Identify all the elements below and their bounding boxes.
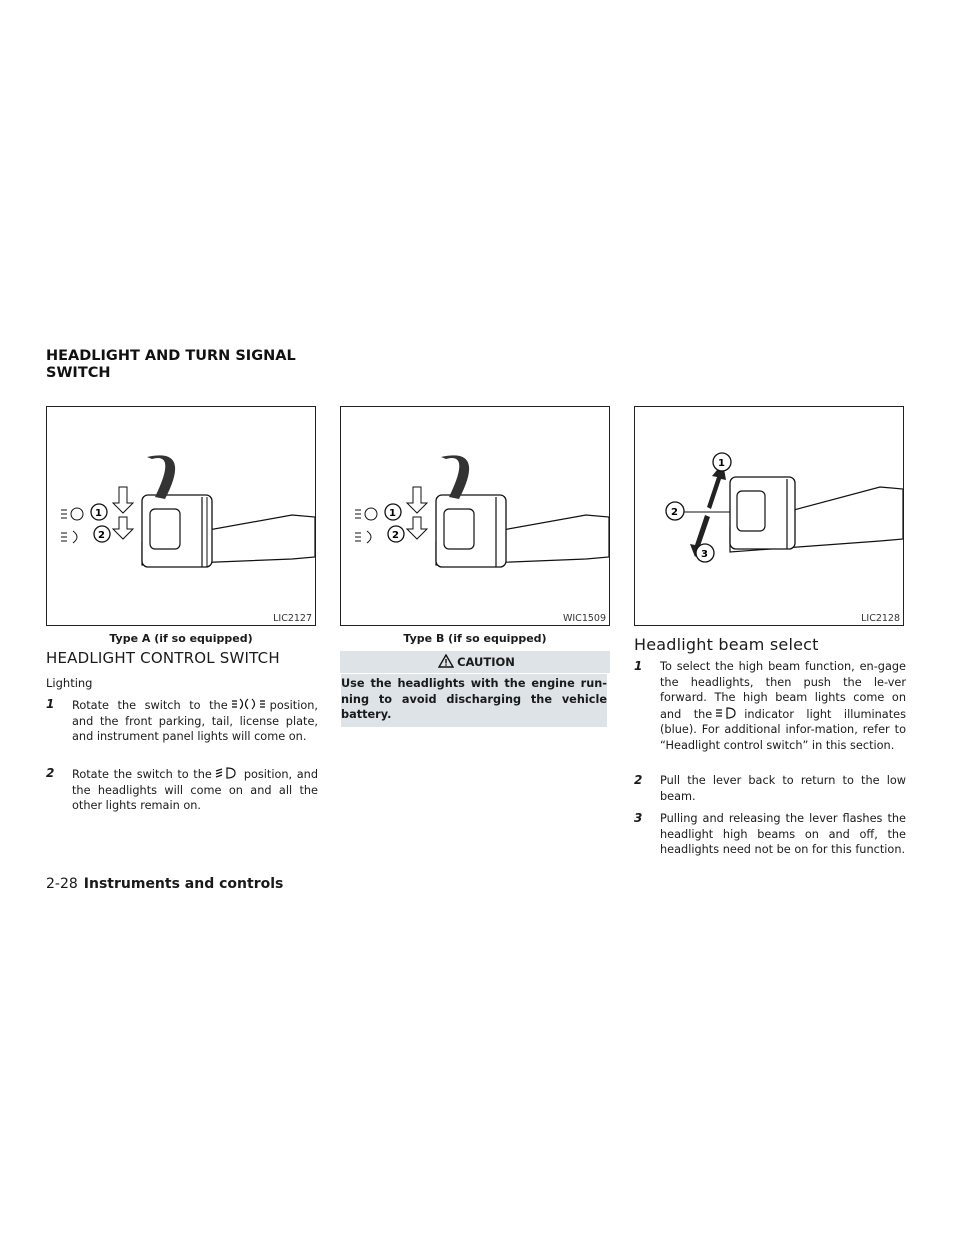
figure-code: LIC2128 xyxy=(861,613,900,624)
step-text: position, and the headlights will come on and all the other lights remain on. xyxy=(72,768,318,812)
section-title: HEADLIGHT AND TURN SIGNAL SWITCH xyxy=(46,348,296,381)
step-text: indicator light illuminates (blue). For additional infor-mation, refer to “Headlight control switch” in this section. xyxy=(660,707,906,752)
figure-type-a xyxy=(46,406,316,626)
lighting-step-1 xyxy=(46,697,318,745)
lighting-step-2 xyxy=(46,766,318,814)
callout-2: 2 xyxy=(671,507,678,518)
high-beam-icon xyxy=(715,706,741,720)
callout-1: 1 xyxy=(718,458,725,469)
step-number: 1 xyxy=(634,659,643,673)
figure-caption-a: Type A (if so equipped) xyxy=(109,632,253,645)
parking-light-icon xyxy=(231,697,267,711)
figure-type-b xyxy=(340,406,610,626)
step-text: Pulling and releasing the lever flashes the headlight high beams on and off, the headlights need not be on for this function. xyxy=(660,812,906,856)
beam-step-3 xyxy=(634,811,906,858)
beam-select-heading: Headlight beam select xyxy=(634,635,819,654)
page-number: 2-28 xyxy=(46,876,78,892)
beam-step-2 xyxy=(634,773,906,804)
callout-2: 2 xyxy=(98,530,105,541)
callout-2: 2 xyxy=(392,530,399,541)
figure-caption-b: Type B (if so equipped) xyxy=(403,632,547,645)
caution-text: Use the headlights with the engine run-ning to avoid discharging the vehicle battery. xyxy=(341,674,607,727)
step-number: 1 xyxy=(46,697,55,711)
callout-1: 1 xyxy=(95,508,102,519)
figure-code: LIC2127 xyxy=(273,613,312,624)
lever-switch-illustration-beam xyxy=(635,407,905,627)
figure-beam-select xyxy=(634,406,904,626)
figure-code: WIC1509 xyxy=(562,613,606,624)
step-number: 2 xyxy=(46,766,55,780)
lever-switch-illustration-a xyxy=(47,407,317,627)
page-footer xyxy=(46,876,283,892)
step-text: To select the high beam function, en-gage the headlights, then push the le-ver forward. The high beam lights come on and the xyxy=(660,660,906,721)
chapter-title: Instruments and controls xyxy=(83,876,284,892)
step-text: Rotate the switch to the xyxy=(72,768,212,781)
step-text: position, and the front parking, tail, license plate, and instrument panel lights will come on. xyxy=(72,699,318,743)
beam-step-1 xyxy=(634,659,906,753)
lever-switch-illustration-b xyxy=(341,407,611,627)
callout-1: 1 xyxy=(389,508,396,519)
caution-title xyxy=(340,651,610,673)
caution-label: CAUTION xyxy=(457,655,515,669)
lighting-subheading: Lighting xyxy=(46,676,93,690)
step-text: Pull the lever back to return to the low beam. xyxy=(660,774,906,803)
headlight-icon xyxy=(215,766,241,780)
step-number: 2 xyxy=(634,773,643,787)
warning-icon xyxy=(438,654,454,668)
callout-3: 3 xyxy=(701,549,708,560)
step-text: Rotate the switch to the xyxy=(72,699,228,712)
step-number: 3 xyxy=(634,811,643,825)
headlight-control-heading: HEADLIGHT CONTROL SWITCH xyxy=(46,649,280,667)
